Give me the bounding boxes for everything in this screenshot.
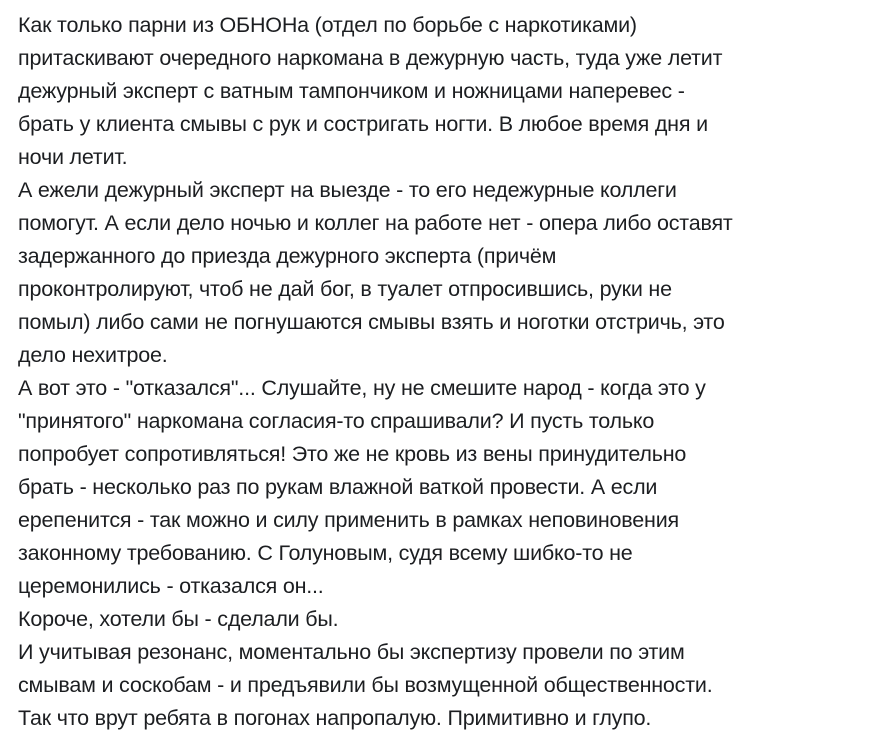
post-text xyxy=(18,9,878,735)
post-line: задержанного до приезда дежурного эксперта (причём xyxy=(18,244,557,268)
post-line: попробует сопротивляться! Это же не кровь из вены принудительно xyxy=(18,442,687,466)
post-line: "принятого" наркомана согласия-то спрашивали? И пусть только xyxy=(18,409,655,433)
post-line: брать - несколько раз по рукам влажной ваткой провести. А если xyxy=(18,475,658,499)
post-line: помыл) либо сами не погнушаются смывы взять и ноготки отстричь, это xyxy=(18,310,725,334)
post-line: законному требованию. С Голуновым, судя всему шибко-то не xyxy=(18,541,633,565)
post-line: Так что врут ребята в погонах напропалую. Примитивно и глупо. xyxy=(18,706,652,730)
post-line: ночи летит. xyxy=(18,145,128,169)
post-line: притаскивают очередного наркомана в дежурную часть, туда уже летит xyxy=(18,46,723,70)
post-line: церемонились - отказался он... xyxy=(18,574,324,598)
post-line: А ежели дежурный эксперт на выезде - то его недежурные коллеги xyxy=(18,178,677,202)
post-line: И учитывая резонанс, моментально бы экспертизу провели по этим xyxy=(18,640,685,664)
post-line: Как только парни из ОБНОНа (отдел по борьбе с наркотиками) xyxy=(18,13,637,37)
post-line: помогут. А если дело ночью и коллег на работе нет - опера либо оставят xyxy=(18,211,733,235)
post-line: Короче, хотели бы - сделали бы. xyxy=(18,607,339,631)
post-line: брать у клиента смывы с рук и состригать ногти. В любое время дня и xyxy=(18,112,708,136)
post-line: А вот это - "отказался"... Слушайте, ну не смешите народ - когда это у xyxy=(18,376,706,400)
post-line: проконтролируют, чтоб не дай бог, в туалет отпросившись, руки не xyxy=(18,277,672,301)
post-line: дело нехитрое. xyxy=(18,343,168,367)
post-line: дежурный эксперт с ватным тампончиком и ножницами наперевес - xyxy=(18,79,685,103)
post-line: ерепенится - так можно и силу применить в рамках неповиновения xyxy=(18,508,679,532)
post-line: смывам и соскобам - и предъявили бы возмущенной общественности. xyxy=(18,673,713,697)
